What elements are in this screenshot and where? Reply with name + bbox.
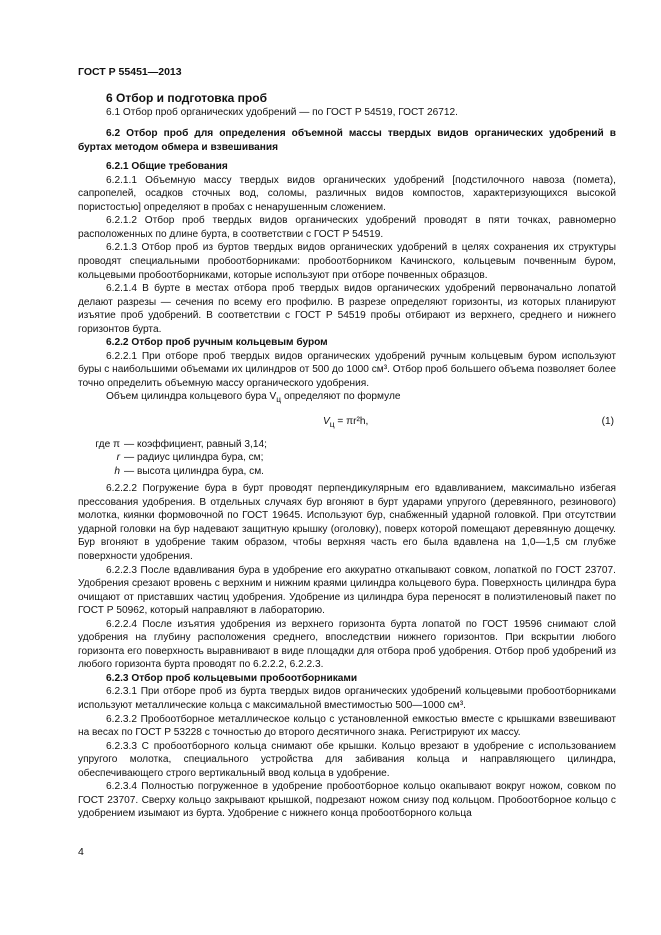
subsection-title-6-2-3: 6.2.3 Отбор проб кольцевыми пробоотборниками [106, 672, 358, 684]
paragraph-6-2-1-3: 6.2.1.3 Отбор проб из буртов твердых видов органических удобрений в целях сохранения их структуры проводят специальными пробоотборниками: пробоотборником Качинского, кольцевым почвенным буром, кольцевыми пробоотборниками, которые используют при отборе почвенных образцов. [78, 242, 616, 281]
paragraph-6-2-3-4: 6.2.3.4 Полностью погруженное в удобрение пробоотборное кольцо окапывают вокруг ножом, совком по ГОСТ 23707. Сверху кольцо закрывают крышкой, подрезают ножом снизу под кольцом. Пробоотборное кольцо с удобрением изымают из бурта. Удобрение с нижнего конца пробоотборного кольца [78, 781, 616, 820]
paragraph-volume-intro [78, 390, 616, 407]
paragraph-6-1: 6.1 Отбор проб органических удобрений — по ГОСТ Р 54519, ГОСТ 26712. [106, 106, 458, 118]
paragraph-6-2-1-1: 6.2.1.1 Объемную массу твердых видов органических удобрений [подстилочного навоза (помета), сапропелей, осадков сточных вод, соломы, различных видов компостов, характеризующихся высокой пористостью] определяют в пробах с ненарушенным сложением. [78, 174, 616, 213]
formula-lhs-subscript: ц [329, 419, 335, 430]
volume-intro-subscript: ц [276, 394, 282, 405]
legend-description: — радиус цилиндра бура, см; [124, 452, 264, 464]
formula-lhs: V [323, 416, 330, 428]
formula [78, 415, 368, 432]
paragraph-6-2-3-3: 6.2.3.3 С пробоотборного кольца снимают обе крышки. Кольцо врезают в удобрение с использованием упругого молотка, специального устройства для забивания кольца и направляющего цилиндра, обеспечивающего строго вертикальный ввод кольца в удобрение. [78, 740, 616, 779]
paragraph-6-2-2-3: 6.2.2.3 После вдавливания бура в удобрение его аккуратно откапывают совком, лопаткой по ГОСТ 23707. Удобрения срезают вровень с верхним и нижним краями цилиндра кольцевого бура. Поверхность цилиндра бура очищают от приставших частиц удобрения. Удобрение из цилиндра бура переносят в полиэтиленовый пакет по ГОСТ Р 50962, который направляют в лабораторию. [78, 564, 616, 617]
legend-row [78, 451, 616, 465]
legend-row [78, 438, 616, 452]
equation-number: (1) [601, 416, 614, 428]
paragraph-6-2-2-2: 6.2.2.2 Погружение бура в бурт проводят перпендикулярным его вдавливанием, максимально избегая прессования удобрения. В отдельных случаях бур вгоняют в бурт ударами упругого (деревянного, резинового) молотка, киянки формовочной по ГОСТ 19645. Используют бур, снабженный ударной головкой. При отсутствии ударной головки на бур надевают защитную крышку (оголовку), поверх которой помещают деревянную дощечку. Бур вгоняют в удобрение таким образом, чтобы верхняя часть его была вдавлена на 1,0—1,5 см глубже поверхности удобрения. [78, 483, 616, 563]
paragraph-6-2-2-1: 6.2.2.1 При отборе проб твердых видов органических удобрений ручным кольцевым буром используют буры с наибольшими объемами их цилиндров от 500 до 1000 см³. Отбор проб большего объема позволяет более точно определить объемную массу органического удобрения. [78, 350, 616, 389]
paragraph-6-2-3-2: 6.2.3.2 Пробоотборное металлическое кольцо с установленной емкостью вместе с крышками взвешивают на весах по ГОСТ Р 53228 с точностью до второго десятичного знака. Регистрируют их массу. [78, 713, 616, 739]
volume-intro-tail: определяют по формуле [281, 391, 401, 403]
paragraph-6-2-1-2: 6.2.1.2 Отбор проб твердых видов органических удобрений проводят в пяти точках, равномерно расположенных по длине бурта, в соответствии с ГОСТ Р 54519. [78, 215, 616, 240]
paragraph-6-2-2-4: 6.2.2.4 После изъятия удобрения из верхнего горизонта бурта лопатой по ГОСТ 19596 снимают слой удобрения на глубину расположения среднего, впоследствии нижнего горизонтов. При вскрытии любого горизонта его поверхность выравнивают в виде площадки для отбора проб удобрения. Отбор проб удобрений из любого горизонта бурта проводят по 6.2.2.2, 6.2.2.3. [78, 618, 616, 671]
formula-legend [78, 438, 616, 479]
section-title: 6 Отбор и подготовка проб [106, 91, 268, 105]
legend-description: — высота цилиндра бура, см. [124, 465, 264, 477]
formula-row [78, 415, 616, 432]
legend-row [78, 465, 616, 479]
legend-symbol: h [114, 465, 120, 477]
page-number: 4 [78, 846, 84, 858]
subsection-title-6-2: 6.2 Отбор проб для определения объемной массы твердых видов органических удобрений в буртах методом обмера и взвешивания [78, 128, 616, 153]
legend-description: — коэффициент, равный 3,14; [124, 438, 267, 450]
paragraph-6-2-1-4: 6.2.1.4 В бурте в местах отбора проб твердых видов органических удобрений первоначально лопатой делают разрезы — сечения по всему его профилю. В разрезе определяют горизонты, из которых планируют изъятие проб удобрений. В соответствии с ГОСТ Р 54519 пробы отбирают из верхнего, среднего и нижнего горизонтов бурта. [78, 283, 616, 335]
paragraph-6-2-3-1: 6.2.3.1 При отборе проб из бурта твердых видов органических удобрений кольцевыми пробоотборниками используют металлические кольца с максимальной вместимостью 500—1000 см³. [78, 686, 616, 712]
document-body [78, 92, 616, 821]
legend-symbol: где π [95, 438, 120, 450]
document-header: ГОСТ Р 55451—2013 [78, 66, 182, 78]
subsection-title-6-2-1: 6.2.1 Общие требования [106, 161, 228, 173]
legend-symbol: r [116, 452, 120, 464]
formula-rhs: = πr²h, [334, 416, 369, 428]
volume-intro-text: Объем цилиндра кольцевого бура V [106, 391, 277, 403]
subsection-title-6-2-2: 6.2.2 Отбор проб ручным кольцевым буром [106, 337, 328, 349]
